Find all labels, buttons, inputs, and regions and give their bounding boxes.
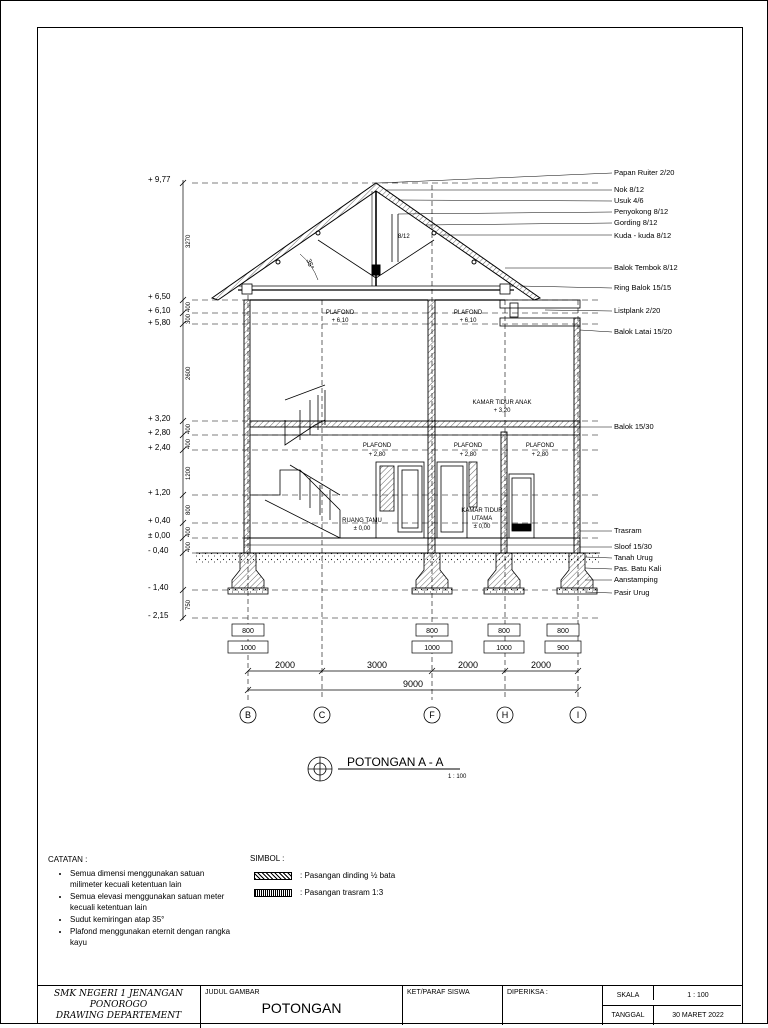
school-name: SMK NEGERI 1 JENANGAN — [54, 989, 183, 999]
span-dimension: 2000 — [457, 660, 479, 670]
footing-width: 800 — [242, 628, 254, 635]
footing-base: 1000 — [496, 645, 512, 652]
notes-heading: CATATAN : — [48, 855, 88, 864]
callout-label: Ring Balok 15/15 — [614, 283, 672, 292]
room-name: RUANG TAMU — [342, 518, 382, 524]
section-scale: 1 : 100 — [448, 774, 467, 780]
elevation-label: - 2,15 — [148, 611, 169, 620]
judul-cell — [201, 986, 403, 1025]
plafond-elevation: + 2,80 — [459, 452, 477, 458]
symbol-row — [250, 871, 450, 880]
stair — [250, 385, 340, 538]
elevation-label: + 0,40 — [148, 516, 171, 525]
note-item: • Semua dimensi menggunakan satuan milimeter kecuali ketentuan lain — [70, 868, 233, 890]
plafond-elevation: + 2,80 — [368, 452, 386, 458]
periksa-cell — [503, 986, 603, 1025]
school-cell — [37, 986, 201, 1028]
total-span-dimension: 9000 — [402, 679, 424, 689]
tanggal-value: 30 MARET 2022 — [672, 1012, 724, 1019]
grid-axis-label: B — [244, 710, 252, 720]
note-item: • Sudut kemiringan atap 35° — [70, 914, 233, 925]
notes-list — [48, 868, 233, 948]
dimension-value: 3270 — [186, 234, 192, 248]
brick-wall-symbol — [254, 872, 292, 880]
dimension-value: 400 — [186, 301, 192, 312]
callout-label: Papan Ruiter 2/20 — [614, 168, 675, 177]
skala-value: 1 : 100 — [687, 992, 709, 999]
room-elevation: + 3,20 — [493, 408, 511, 414]
plafond-label: PLAFOND — [453, 310, 483, 316]
callout-label: Penyokong 8/12 — [614, 207, 669, 216]
dimension-value: 800 — [186, 504, 192, 515]
footing-base: 1000 — [240, 645, 256, 652]
grid-axis-label: F — [429, 710, 435, 720]
callout-label: Balok Tembok 8/12 — [614, 263, 678, 272]
elevation-label: + 6,10 — [148, 306, 171, 315]
callout-label: Aanstamping — [614, 575, 658, 584]
elevation-label: - 0,40 — [148, 546, 169, 555]
plafond-label: PLAFOND — [362, 443, 392, 449]
skala-label: SKALA — [603, 986, 654, 1000]
callout-label: Nok 8/12 — [614, 185, 645, 194]
dimension-value: 400 — [186, 526, 192, 537]
footing-base: 1000 — [424, 645, 440, 652]
callout-label: Tanah Urug — [614, 553, 653, 562]
dimension-value: 2600 — [186, 366, 192, 380]
dimension-value: 1200 — [186, 466, 192, 480]
periksa-label: DIPERIKSA : — [507, 989, 548, 996]
plafond-label: PLAFOND — [525, 443, 555, 449]
school-city: PONOROGO — [89, 1000, 148, 1010]
doors — [376, 462, 534, 538]
plafond-label: PLAFOND — [453, 443, 483, 449]
note-item: • Plafond menggunakan eternit dengan rangka kayu — [70, 926, 233, 948]
plafond-elevation: + 6,10 — [331, 318, 349, 324]
grid-axis-label: C — [318, 710, 326, 720]
ket-cell — [403, 986, 503, 1025]
dimension-value: 400 — [186, 423, 192, 434]
callout-labels — [614, 168, 678, 597]
grid-axis-label: I — [576, 710, 580, 720]
dimension-value: 400 — [186, 438, 192, 449]
callout-label: Kuda - kuda 8/12 — [614, 231, 672, 240]
elevation-label: + 2,40 — [148, 443, 171, 452]
span-dimension: 2000 — [274, 660, 296, 670]
tanggal-label: TANGGAL — [603, 1006, 654, 1025]
callout-label: Gording 8/12 — [614, 218, 658, 227]
grid-axis-bubbles — [240, 707, 586, 723]
callout-label: Balok 15/30 — [614, 422, 654, 431]
elevation-label: + 3,20 — [148, 414, 171, 423]
footing-dimensions — [228, 624, 581, 653]
footing-width: 800 — [426, 628, 438, 635]
elevation-label: ± 0,00 — [148, 531, 171, 540]
elevation-label: + 5,80 — [148, 318, 171, 327]
room-name: UTAMA — [471, 516, 493, 522]
footing-width: 800 — [557, 628, 569, 635]
skala-row — [603, 986, 741, 1006]
footing-base: 900 — [557, 645, 569, 652]
span-dimension: 3000 — [366, 660, 388, 670]
dimension-value: 750 — [186, 599, 192, 610]
callout-label: Usuk 4/6 — [614, 196, 644, 205]
title-block — [37, 985, 742, 1025]
roof-angle-label: 35° — [304, 258, 315, 271]
ket-label: KET/PARAF SISWA — [407, 989, 470, 996]
elevation-label: + 6,50 — [148, 292, 171, 301]
footing-width: 800 — [498, 628, 510, 635]
scale-date-cell — [603, 986, 741, 1025]
school-department: DRAWING DEPARTEMENT — [55, 1011, 182, 1021]
symbol-row — [250, 888, 450, 897]
section-title: POTONGAN A - A — [347, 755, 444, 769]
judul-label: JUDUL GAMBAR — [205, 989, 260, 996]
symbol-label: : Pasangan trasram 1:3 — [300, 888, 384, 897]
tanggal-row — [603, 1006, 741, 1025]
elevation-label: + 9,77 — [148, 175, 171, 184]
callout-label: Listplank 2/20 — [614, 306, 661, 315]
span-dimension: 2000 — [530, 660, 552, 670]
note-item: • Semua elevasi menggunakan satuan meter kecuali ketentuan lain — [70, 891, 233, 913]
grid-axis-label: H — [501, 710, 509, 720]
roof-member-label: 8/12 — [398, 234, 410, 240]
trasram-symbol — [254, 889, 292, 897]
elevation-labels — [148, 175, 171, 620]
elevation-label: - 1,40 — [148, 583, 169, 592]
symbols-panel — [250, 854, 450, 897]
callout-label: Pas. Batu Kali — [614, 564, 662, 573]
symbols-heading: SIMBOL : — [250, 854, 285, 863]
callout-label: Trasram — [614, 526, 642, 535]
plafond-label: PLAFOND — [325, 310, 355, 316]
judul-value: POTONGAN — [261, 1000, 342, 1016]
room-elevation: ± 0,00 — [473, 524, 491, 530]
callout-label: Pasir Urug — [614, 588, 650, 597]
room-name: KAMAR TIDUR ANAK — [472, 400, 532, 406]
elevation-label: + 1,20 — [148, 488, 171, 497]
notes-panel — [48, 854, 233, 949]
room-elevation: ± 0,00 — [353, 526, 371, 532]
callout-label: Balok Latai 15/20 — [614, 327, 672, 336]
plafond-elevation: + 6,10 — [459, 318, 477, 324]
room-name: KAMAR TIDUR — [461, 508, 503, 514]
symbol-label: : Pasangan dinding ½ bata — [300, 871, 396, 880]
left-dimension-values — [186, 234, 192, 610]
plafond-elevation: + 2,80 — [531, 452, 549, 458]
dimension-value: 300 — [186, 313, 192, 324]
elevation-label: + 2,80 — [148, 428, 171, 437]
callout-label: Sloof 15/30 — [614, 542, 652, 551]
dimension-value: 400 — [186, 541, 192, 552]
